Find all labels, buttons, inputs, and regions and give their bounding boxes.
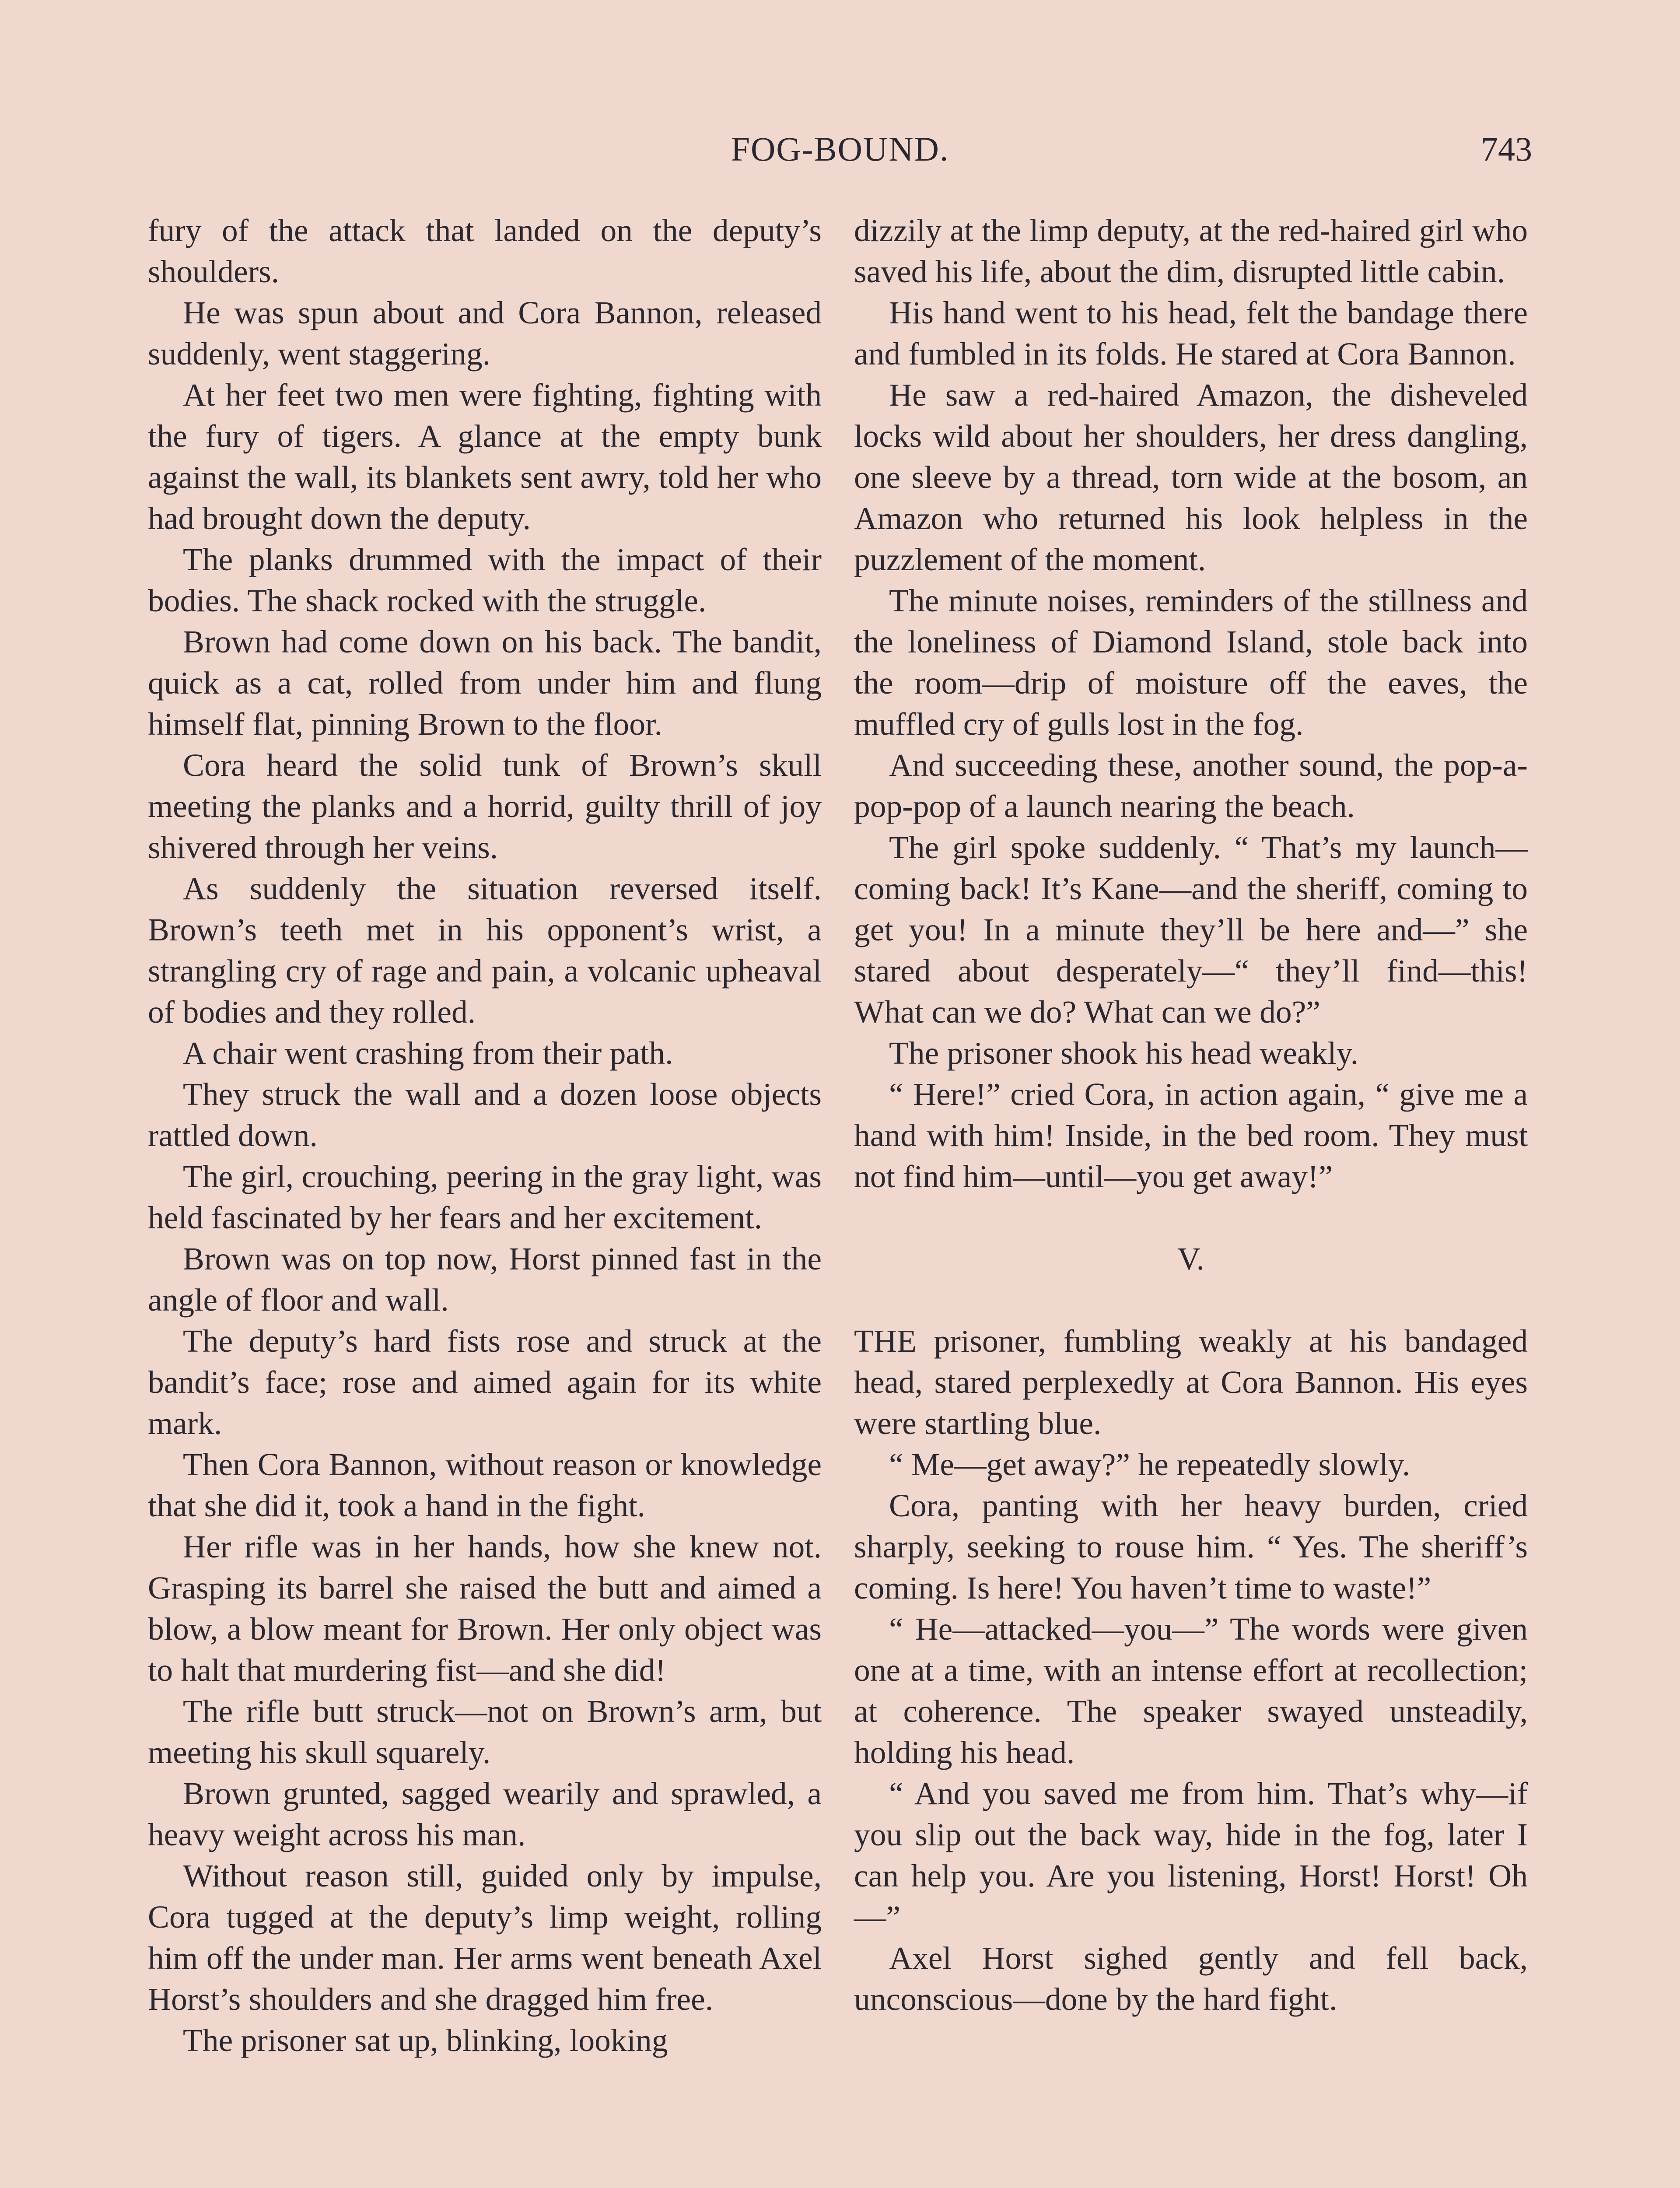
paragraph: As suddenly the situation reversed itself. Brown’s teeth met in his opponent’s wrist, a strangling cry of rage and pain, a volcanic upheaval of bodies and they rolled. bbox=[148, 871, 822, 1030]
paragraph: Brown grunted, sagged wearily and sprawled, a heavy weight across his man. bbox=[148, 1776, 822, 1852]
paragraph: “ And you saved me from him. That’s why—if you slip out the back way, hide in the fog, later I can help you. Are you listening, Horst! Horst! Oh—” bbox=[854, 1776, 1528, 1935]
paragraph: At her feet two men were fighting, fighting with the fury of tigers. A glance at the empty bunk against the wall, its blankets sent awry, told her who had brought down the deputy. bbox=[148, 377, 822, 536]
paragraph: The prisoner shook his head weakly. bbox=[889, 1035, 1358, 1071]
paragraph: The girl, crouching, peering in the gray light, was held fascinated by her fears and her excitement. bbox=[148, 1159, 822, 1235]
paragraph: A chair went crashing from their path. bbox=[183, 1035, 673, 1071]
paragraph: Her rifle was in her hands, how she knew not. Grasping its barrel she raised the butt and aimed a blow, a blow meant for Brown. Her only object was to halt that murdering fist—and she did! bbox=[148, 1529, 822, 1688]
paragraph: “ Here!” cried Cora, in action again, “ give me a hand with him! Inside, in the bed room. They must not find him—until—you get away!” bbox=[854, 1076, 1528, 1194]
paragraph: The rifle butt struck—not on Brown’s arm, but meeting his skull squarely. bbox=[148, 1694, 822, 1770]
paragraph: THE prisoner, fumbling weakly at his bandaged head, stared perplexedly at Cora Bannon. His eyes were startling blue. bbox=[854, 1323, 1528, 1441]
chapter-title: FOG-BOUND. bbox=[731, 130, 949, 168]
paragraph: Cora, panting with her heavy burden, cried sharply, seeking to rouse him. “ Yes. The sheriff’s coming. Is here! You haven’t time to waste!” bbox=[854, 1488, 1528, 1606]
paragraph: Cora heard the solid tunk of Brown’s skull meeting the planks and a horrid, guilty thrill of joy shivered through her veins. bbox=[148, 747, 822, 865]
paragraph: “ Me—get away?” he repeatedly slowly. bbox=[889, 1447, 1410, 1482]
paragraph: Axel Horst sighed gently and fell back, unconscious—done by the hard fight. bbox=[854, 1940, 1528, 2017]
paragraph: The deputy’s hard fists rose and struck at the bandit’s face; rose and aimed again for its white mark. bbox=[148, 1323, 822, 1441]
paragraph: He was spun about and Cora Bannon, released suddenly, went staggering. bbox=[148, 295, 822, 372]
paragraph: Without reason still, guided only by impulse, Cora tugged at the deputy’s limp weight, rolling him off the under man. Her arms went beneath Axel Horst’s shoulders and she dragged him free. bbox=[148, 1858, 822, 2017]
paragraph: Then Cora Bannon, without reason or knowledge that she did it, took a hand in the fight. bbox=[148, 1447, 822, 1523]
paragraph: And succeeding these, another sound, the pop-a-pop-pop of a launch nearing the beach. bbox=[854, 747, 1528, 824]
page-number: 743 bbox=[1481, 130, 1532, 168]
paragraph: His hand went to his head, felt the bandage there and fumbled in its folds. He stared at Cora Bannon. bbox=[854, 295, 1528, 372]
paragraph: Brown had come down on his back. The bandit, quick as a cat, rolled from under him and flung himself flat, pinning Brown to the floor. bbox=[148, 624, 822, 742]
section-heading: V. bbox=[1177, 1241, 1204, 1276]
paragraph: They struck the wall and a dozen loose objects rattled down. bbox=[148, 1076, 822, 1153]
paragraph: Brown was on top now, Horst pinned fast in the angle of floor and wall. bbox=[148, 1241, 822, 1318]
paragraph: The planks drummed with the impact of their bodies. The shack rocked with the struggle. bbox=[148, 542, 822, 618]
paragraph: The minute noises, reminders of the stillness and the loneliness of Diamond Island, stole back into the room—drip of moisture off the eaves, the muffled cry of gulls lost in the fog. bbox=[854, 583, 1528, 742]
paragraph: fury of the attack that landed on the deputy’s shoulders. bbox=[148, 213, 822, 289]
right-text-column bbox=[854, 210, 1528, 2020]
paragraph: dizzily at the limp deputy, at the red-haired girl who saved his life, about the dim, disrupted little cabin. bbox=[854, 213, 1528, 289]
paragraph: “ He—attacked—you—” The words were given one at a time, with an intense effort at recollection; at coherence. The speaker swayed unsteadily, holding his head. bbox=[854, 1611, 1528, 1770]
running-header bbox=[0, 130, 1680, 182]
paragraph: The girl spoke suddenly. “ That’s my launch—coming back! It’s Kane—and the sheriff, coming to get you! In a minute they’ll be here and—” she stared about desperately—“ they’ll find—this! What can we do? What can we do?” bbox=[854, 830, 1528, 1030]
left-text-column bbox=[148, 210, 822, 2061]
paragraph: The prisoner sat up, blinking, looking bbox=[183, 2023, 668, 2058]
paragraph: He saw a red-haired Amazon, the disheveled locks wild about her shoulders, her dress dangling, one sleeve by a thread, torn wide at the bosom, an Amazon who returned his look helpless in the puzzlement of the moment. bbox=[854, 377, 1528, 577]
